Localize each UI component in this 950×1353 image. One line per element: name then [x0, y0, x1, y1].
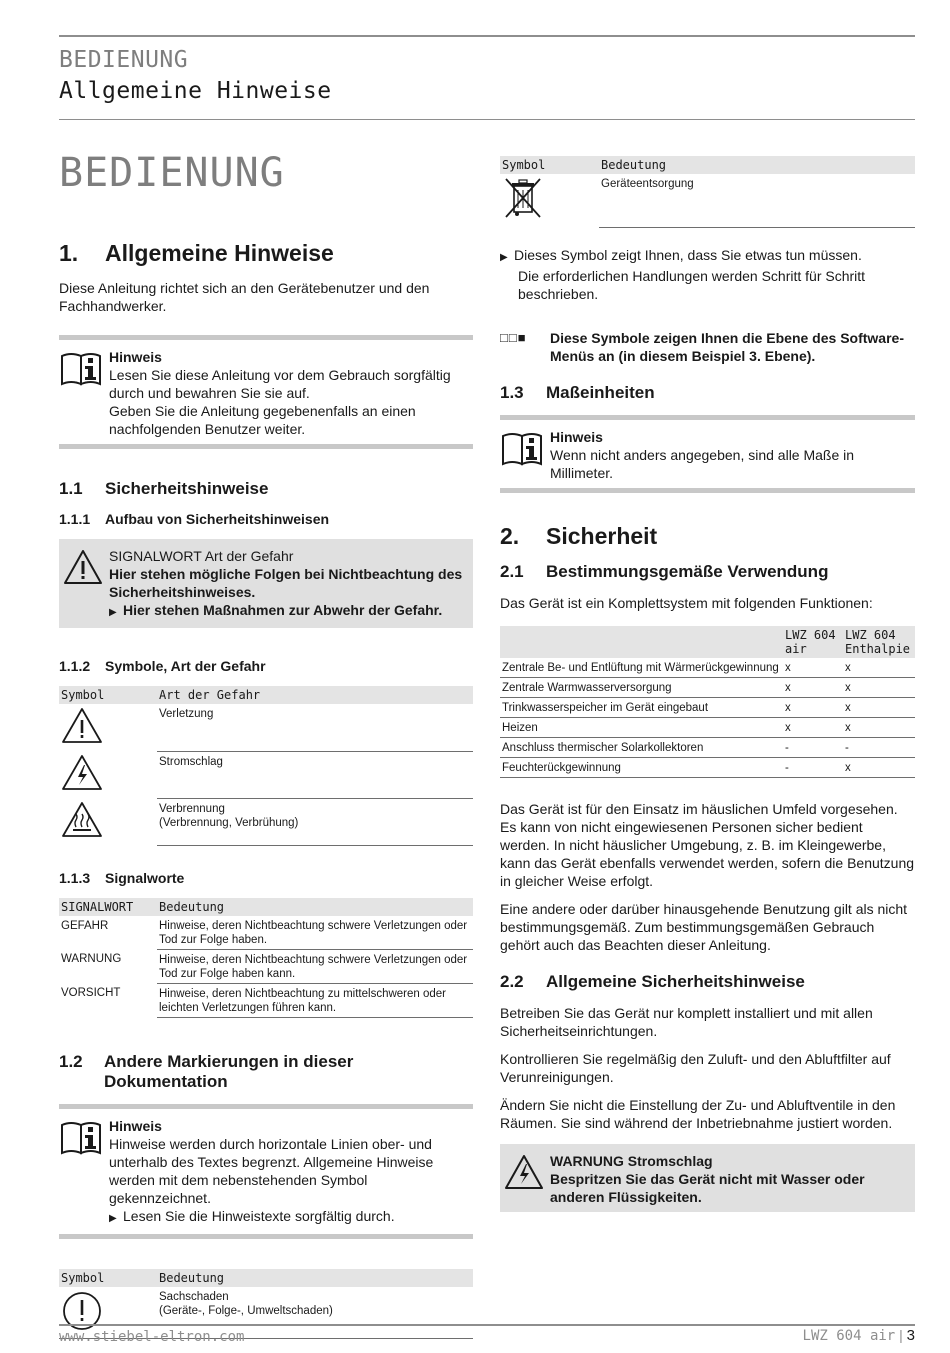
heat-triangle-icon	[61, 801, 103, 839]
action-arrow-icon: ▶	[109, 1212, 117, 1224]
heading-1-1-1: 1.1.1 Aufbau von Sicherheitshinweisen	[59, 511, 330, 527]
note-box: Hinweis Wenn nicht anders angegeben, sind alle Maße in Millimeter.	[500, 415, 915, 493]
table-row: Zentrale Warmwasserversorgung x x	[500, 677, 915, 697]
lightning-triangle-icon	[500, 1152, 550, 1206]
table-row: Anschluss thermischer Solarkollektoren - -	[500, 737, 915, 757]
usage-paragraph: Das Gerät ist für den Einsatz im häuslichen Umfeld vorgesehen. Es kann von nicht eingewiesenen Personen sicher bedient werden. In nicht häuslicher Umgebung, z. B. im Kleingewerbe, kann das Gerät ebenfalls verwendet werden, sofern die Benutzung in gleicher Weise erfolgt.	[500, 800, 915, 889]
table-row: Verbrennung (Verbrennung, Verbrühung)	[59, 798, 473, 845]
info-book-icon	[59, 348, 109, 438]
note-title: Hinweis	[550, 428, 603, 445]
heading-2: 2. Sicherheit	[500, 522, 658, 549]
footer-page-info: LWZ 604 air | 3	[802, 1327, 915, 1344]
right-column: Symbol Bedeutung Geräteentsorgung ▶ Dieses Symbol zeigt Ihnen, dass Sie etwas tun müssen. Die erforderlichen Handlungen werden Schritt für Schritt beschrieben. □□■ Diese Symbole zeigen Ihnen die Ebene des Software-Menüs an (in diesem Beispiel 3. Ebene). 1.3 Maßeinheiten Hinweis Wenn nicht anders angegeben, sind alle Maße in Millimeter. 2. Sicherheit 2.1 Bestimmungsgemäße Verwendung Das Gerät ist ein Komplettsystem mit folgenden Funktionen: LWZ 604 air LWZ 604 Enthalpie Zentrale Be- und Entlüftung mit Wärmerückgewinnung x x Zentrale Warmwasserversorgung x x Trinkwasserspeicher im Gerät eingebaut x x Heizen x x Anschluss thermischer Solarkollektoren - - Feuchterückgewinnung - x Das Gerät ist für den Einsatz im häuslichen Umfeld vorgesehen. Es kann von nicht eingewiesenen Personen sicher bedient werden. In nicht häuslicher Umgebung, z. B. im Kleingewerbe, kann das Gerät ebenfalls verwendet werden, sofern die Benutzung in gleicher Weise erfolgt. Eine andere oder darüber hinausgehende Benutzung gilt als nicht bestimmungsgemäß. Zum bestimmungsgemäßen Gebrauch gehört auch das Beachten dieser Anleitung. 2.2 Allgemeine Sicherheitshinweise Betreiben Sie das Gerät nur komplett installiert und mit allen Sicherheitseinrichtungen. Kontrollieren Sie regelmäßig den Zuluft- und den Abluftfilter auf Verunreinigungen. Ändern Sie nicht die Einstellung der Zu- und Abluftventile in den Räumen. Sie sind während der Inbetriebnahme justiert worden. WARNUNG Stromschlag Bespritzen Sie das Gerät nicht mit Wasser oder anderen Flüssigkeiten.	[500, 156, 915, 1242]
lightning-triangle-icon	[61, 754, 103, 792]
usage-paragraph: Eine andere oder darüber hinausgehende Benutzung gilt als nicht bestimmungsgemäß. Zum bestimmungsgemäßen Gebrauch gehört auch das Beachten dieser Anleitung.	[500, 900, 908, 953]
note-box: Hinweis Hinweise werden durch horizontale Linien ober- und unterhalb des Textes begrenzt. Allgemeine Hinweise werden mit dem nebenstehenden Symbol gekennzeichnet. ▶ Lesen Sie die Hinweistexte sorgfältig durch.	[59, 1104, 473, 1239]
table-row: Trinkwasserspeicher im Gerät eingebaut x x	[500, 697, 915, 717]
heading-1: 1. Allgemeine Hinweise	[59, 240, 334, 266]
heading-1-2: 1.2 Andere Markierungen in dieser Dokumentation	[59, 1051, 354, 1091]
menu-level-description: □□■ Diese Symbole zeigen Ihnen die Ebene des Software-Menüs an (in diesem Beispiel 3. Ebene).	[500, 329, 904, 364]
table-row: Stromschlag	[59, 751, 473, 798]
table-row: Geräteentsorgung	[500, 174, 915, 227]
danger-symbol-table: Symbol Art der Gefahr Verletzung Stromschlag Verbrennung (Verbrennung, Verbrühung)	[59, 686, 473, 846]
table-row: Sachschaden (Geräte-, Folge-, Umweltschaden)	[59, 1287, 473, 1339]
intro-text: Diese Anleitung richtet sich an den Gerätebenutzer und den Fachhandwerker.	[59, 280, 430, 314]
info-book-icon	[59, 1117, 109, 1228]
page-title: BEDIENUNG	[59, 150, 285, 196]
exclamation-triangle-icon	[59, 547, 109, 622]
header-rule-top	[59, 35, 915, 37]
heading-1-1-2: 1.1.2 Symbole, Art der Gefahr	[59, 658, 266, 674]
footer-url: www.stiebel-eltron.com	[59, 1329, 245, 1345]
signal-word-table: SIGNALWORT Bedeutung GEFAHR Hinweise, deren Nichtbeachtung schwere Verletzungen oder Tod zur Folge haben. WARNUNG Hinweise, deren Nichtbeachtung schwere Verletzungen oder Tod zur Folge haben kann. VORSICHT Hinweise, deren Nichtbeachtung zu mittelschweren oder leichten Verletzungen führen kann.	[59, 898, 473, 1018]
table-row: VORSICHT Hinweise, deren Nichtbeachtung zu mittelschweren oder leichten Verletzungen führen kann.	[59, 983, 473, 1017]
table-row: Heizen x x	[500, 717, 915, 737]
disposal-symbol-table: Symbol Bedeutung Geräteentsorgung	[500, 156, 915, 228]
table-row: GEFAHR Hinweise, deren Nichtbeachtung schwere Verletzungen oder Tod zur Folge haben.	[59, 916, 473, 950]
left-column	[59, 150, 473, 1353]
page-number: 3	[906, 1327, 915, 1344]
warning-electric-box: WARNUNG Stromschlag Bespritzen Sie das Gerät nicht mit Wasser oder anderen Flüssigkeiten.	[500, 1144, 915, 1212]
heading-1-3: 1.3 Maßeinheiten	[500, 382, 655, 402]
header-rule-bottom	[59, 119, 915, 120]
crossed-bin-icon	[502, 177, 544, 221]
damage-symbol-table: Symbol Bedeutung Sachschaden (Geräte-, Folge-, Umweltschaden)	[59, 1269, 473, 1339]
note-title: Hinweis	[109, 349, 162, 365]
action-description: ▶ Dieses Symbol zeigt Ihnen, dass Sie etwas tun müssen. Die erforderlichen Handlungen werden Schritt für Schritt beschrieben.	[500, 246, 866, 302]
heading-2-2: 2.2 Allgemeine Sicherheitshinweise	[500, 971, 805, 991]
action-arrow-icon: ▶	[109, 607, 117, 618]
functions-table: LWZ 604 air LWZ 604 Enthalpie Zentrale Be- und Entlüftung mit Wärmerückgewinnung x x Zentrale Warmwasserversorgung x x Trinkwasserspeicher im Gerät eingebaut x x Heizen x x Anschluss thermischer Solarkollektoren - - Feuchterückgewinnung - x	[500, 626, 915, 778]
table-row: WARNUNG Hinweise, deren Nichtbeachtung schwere Verletzungen oder Tod zur Folge haben kann.	[59, 949, 473, 983]
action-arrow-icon: ▶	[500, 251, 508, 263]
note-box: Hinweis Lesen Sie diese Anleitung vor dem Gebrauch sorgfältig durch und bewahren Sie sie auf. Geben Sie die Anleitung gegebenenfalls an einen nachfolgenden Benutzer weiter.	[59, 335, 473, 449]
note-title: Hinweis	[109, 1117, 162, 1134]
heading-1-1-3: 1.1.3 Signalworte	[59, 869, 185, 886]
warning-structure-box: SIGNALWORT Art der Gefahr Hier stehen mögliche Folgen bei Nichtbeachtung des Sicherheitshinweises. ▶ Hier stehen Maßnahmen zur Abwehr der Gefahr.	[59, 539, 473, 628]
table-row: Zentrale Be- und Entlüftung mit Wärmerückgewinnung x x	[500, 658, 915, 678]
table-row: Verletzung	[59, 704, 473, 751]
menu-level-icon: □□■	[500, 329, 527, 345]
table-row: Feuchterückgewinnung - x	[500, 757, 915, 777]
heading-2-1: 2.1 Bestimmungsgemäße Verwendung	[500, 561, 829, 581]
exclamation-triangle-icon	[61, 707, 103, 745]
info-book-icon	[500, 428, 550, 482]
footer-rule	[59, 1324, 915, 1326]
heading-1-1: 1.1 Sicherheitshinweise	[59, 479, 269, 498]
header-subsection: Allgemeine Hinweise	[59, 78, 332, 104]
header-section: BEDIENUNG	[59, 47, 189, 73]
